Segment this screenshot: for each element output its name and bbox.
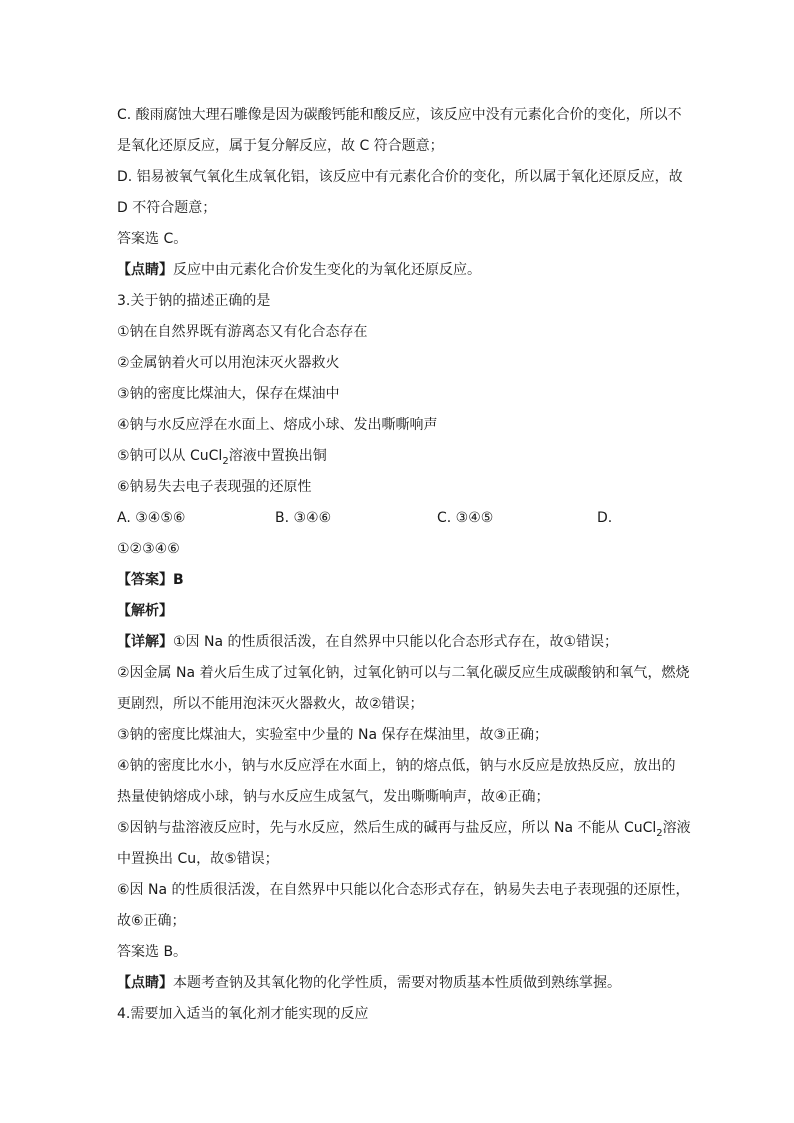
text-part-b: 溶液	[662, 820, 691, 836]
statement-3: ③钠的密度比煤油大，保存在煤油中	[117, 386, 340, 402]
option-d: D.	[597, 510, 613, 526]
answer-options	[117, 503, 683, 534]
text-part-a: ⑤因钠与盐溶液反应时，先与水反应，然后生成的碱再与盐反应，所以 Na 不能从 CuCl	[117, 820, 657, 836]
detail-text: ①因 Na 的性质很活泼，在自然界中只能以化合态形式存在，故①错误；	[173, 634, 619, 650]
text-line: 故⑥正确；	[117, 913, 186, 929]
note-text: 反应中由元素化合价发生变化的为氧化还原反应。	[173, 262, 481, 278]
text-line: 是氧化还原反应，属于复分解反应，故 C 符合题意；	[117, 138, 444, 154]
note-tag: 【点睛】	[117, 262, 173, 278]
text-line: D 不符合题意；	[117, 200, 217, 216]
text-line	[117, 813, 691, 844]
question-title: 4.需要加入适当的氧化剂才能实现的反应	[117, 1006, 369, 1022]
document-page	[117, 100, 691, 1030]
option-a: A. ③④⑤⑥	[117, 510, 186, 526]
note-tag: 【点睛】	[117, 975, 173, 991]
answer-line: 答案选 C。	[117, 231, 188, 247]
answer-label: 【答案】B	[117, 572, 184, 588]
note-line	[117, 255, 683, 286]
note-line	[117, 968, 683, 999]
text-line: ⑥因 Na 的性质很活泼，在自然界中只能以化合态形式存在，钠易失去电子表现强的还原性，	[117, 882, 690, 898]
option-c: C. ③④⑤	[437, 510, 494, 526]
option-b: B. ③④⑥	[275, 510, 332, 526]
text-line: ④钠的密度比水小，钠与水反应浮在水面上，钠的熔点低，钠与水反应是放热反应，放出的	[117, 758, 676, 774]
statement-5-part-a: ⑤钠可以从 CuCl	[117, 448, 223, 464]
text-line: 中置换出 Cu，故⑤错误；	[117, 851, 279, 867]
statement-5-part-b: 溶液中置换出铜	[228, 448, 327, 464]
text-line: C. 酸雨腐蚀大理石雕像是因为碳酸钙能和酸反应，该反应中没有元素化合价的变化，所以不	[117, 107, 682, 123]
text-line: 热量使钠熔成小球，钠与水反应生成氢气，发出嘶嘶响声，故④正确；	[117, 789, 550, 805]
note-text: 本题考查钠及其氧化物的化学性质，需要对物质基本性质做到熟练掌握。	[173, 975, 621, 991]
subscript: 2	[656, 827, 663, 839]
text-line: D. 铝易被氧气氧化生成氧化铝，该反应中有元素化合价的变化，所以属于氧化还原反应，故	[117, 169, 683, 185]
text-line: ③钠的密度比煤油大，实验室中少量的 Na 保存在煤油里，故③正确；	[117, 727, 549, 743]
text-line: 更剧烈，所以不能用泡沫灭火器救火，故②错误；	[117, 696, 424, 712]
detail-tag: 【详解】	[117, 634, 173, 650]
statement-1: ①钠在自然界既有游离态又有化合态存在	[117, 324, 368, 340]
text-line: ②因金属 Na 着火后生成了过氧化钠，过氧化钠可以与二氧化碳反应生成碳酸钠和氧气，燃烧	[117, 665, 690, 681]
answer-line: 答案选 B。	[117, 944, 188, 960]
statement-5	[117, 441, 683, 472]
statement-4: ④钠与水反应浮在水面上、熔成小球、发出嘶嘶响声	[117, 417, 438, 433]
subscript: 2	[222, 455, 229, 467]
option-d-text: ①②③④⑥	[117, 541, 180, 557]
question-title: 3.关于钠的描述正确的是	[117, 293, 271, 309]
statement-6: ⑥钠易失去电子表现强的还原性	[117, 479, 312, 495]
detail-line	[117, 627, 683, 658]
statement-2: ②金属钠着火可以用泡沫灭火器救火	[117, 355, 340, 371]
analysis-label: 【解析】	[117, 603, 173, 619]
